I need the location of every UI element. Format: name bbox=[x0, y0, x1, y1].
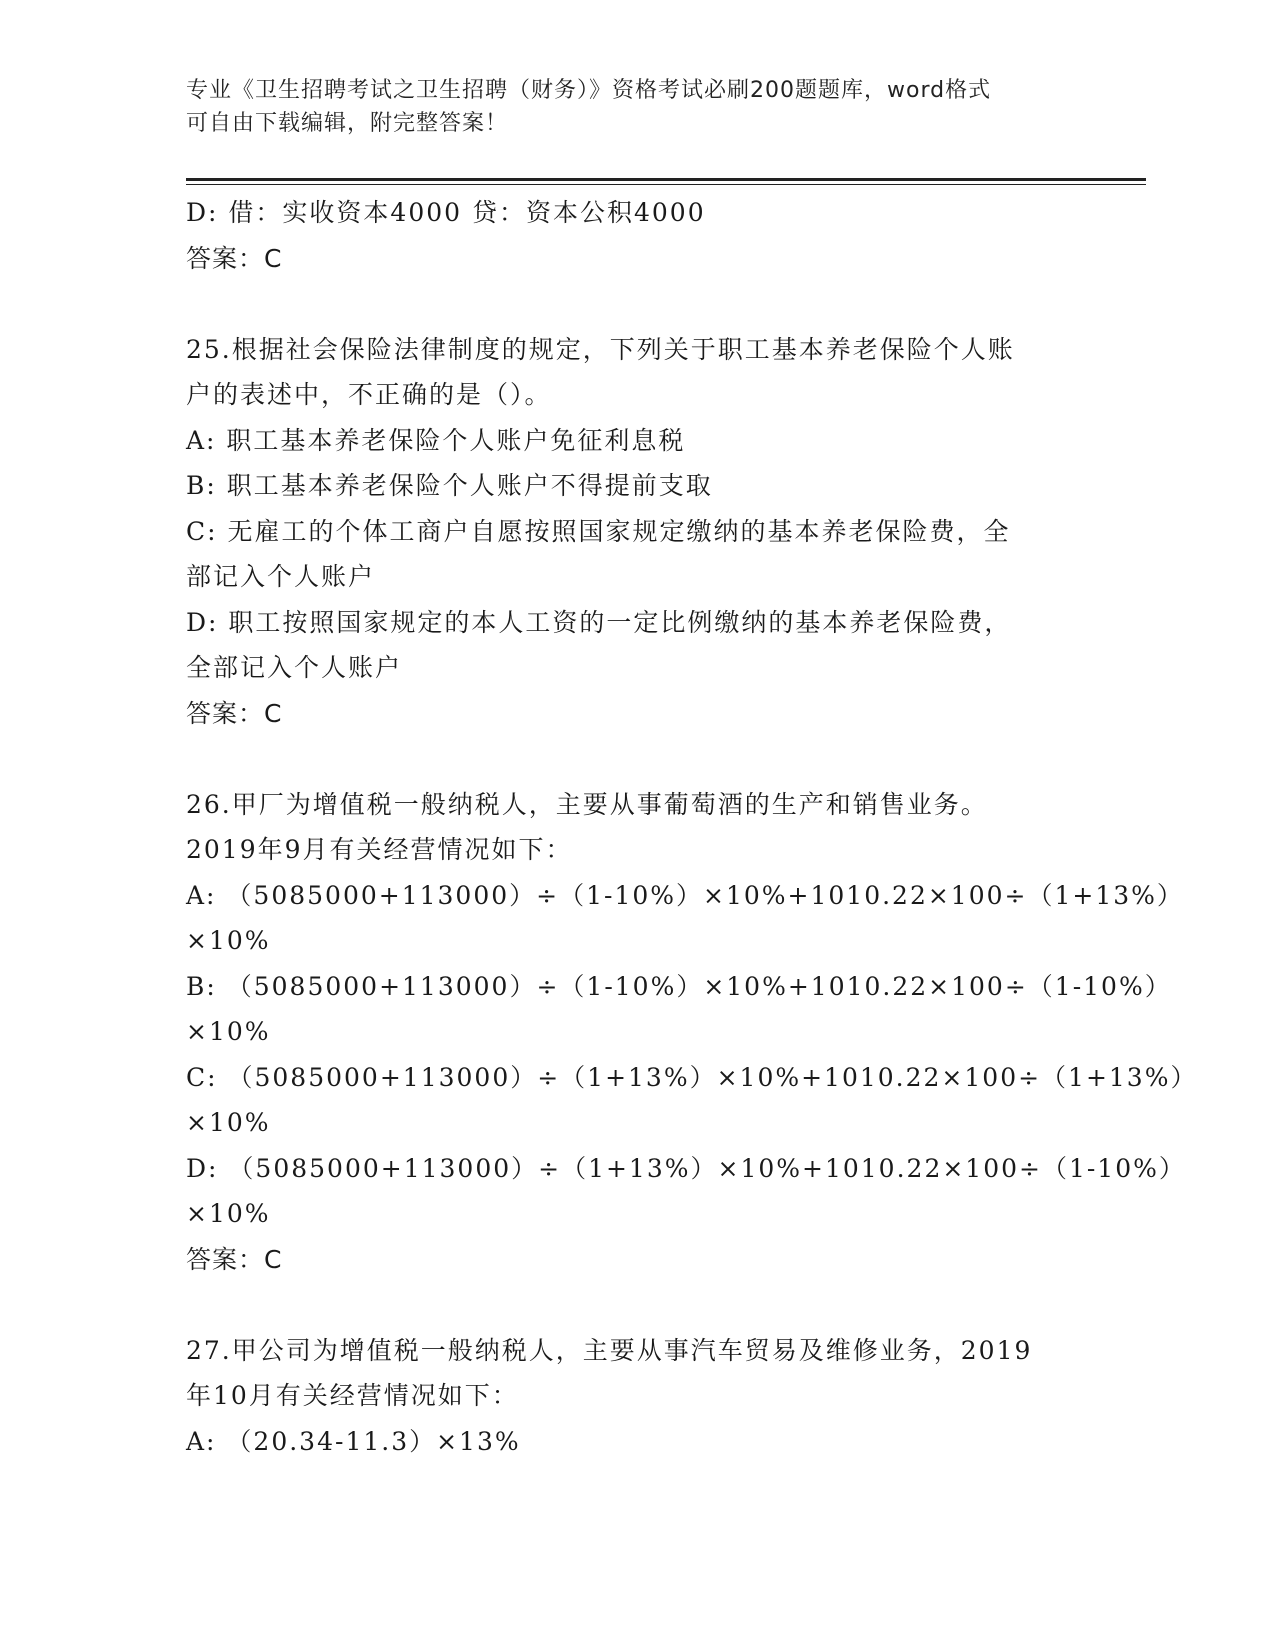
q26-option-b-line-1: B: （5085000+113000）÷（1-10%）×10%+1010.22×100÷（1-10%） bbox=[186, 971, 1172, 1001]
q27-stem-line-2: 年10月有关经营情况如下： bbox=[186, 1381, 519, 1410]
q24-answer: 答案：C bbox=[186, 243, 283, 273]
q27-option-a: A: （20.34-11.3）×13% bbox=[186, 1426, 521, 1456]
q26-option-d-line-1: D: （5085000+113000）÷（1+13%）×10%+1010.22×100÷（1-10%） bbox=[186, 1153, 1186, 1183]
spacer bbox=[186, 736, 1086, 782]
q26-stem-line-2: 2019年9月有关经营情况如下： bbox=[186, 835, 573, 864]
q26-option-a-line-2: ×10% bbox=[186, 926, 271, 955]
q25-answer: 答案：C bbox=[186, 698, 283, 728]
header-rule-thin bbox=[186, 184, 1146, 185]
q26-answer: 答案：C bbox=[186, 1244, 283, 1274]
page-header bbox=[186, 74, 1066, 140]
q26-option-a-line-1: A: （5085000+113000）÷（1-10%）×10%+1010.22×100÷（1+13%） bbox=[186, 880, 1184, 910]
q27-stem-line-1: 27.甲公司为增值税一般纳税人，主要从事汽车贸易及维修业务，2019 bbox=[186, 1335, 1033, 1365]
q26-option-b-line-2: ×10% bbox=[186, 1017, 271, 1046]
question-content bbox=[186, 190, 1198, 1464]
q25-stem-line-1: 25.根据社会保险法律制度的规定，下列关于职工基本养老保险个人账 bbox=[186, 334, 1015, 364]
q26-option-c-line-1: C: （5085000+113000）÷（1+13%）×10%+1010.22×100÷（1+13%） bbox=[186, 1062, 1198, 1092]
q25-option-c-line-2: 部记入个人账户 bbox=[186, 562, 376, 591]
spacer bbox=[186, 281, 1086, 327]
q24-option-d: D: 借：实收资本4000 贷：资本公积4000 bbox=[186, 198, 706, 227]
header-rule-thick bbox=[186, 178, 1146, 181]
spacer bbox=[186, 1282, 1086, 1328]
q26-option-c-line-2: ×10% bbox=[186, 1108, 271, 1137]
q25-option-c-line-1: C: 无雇工的个体工商户自愿按照国家规定缴纳的基本养老保险费，全 bbox=[186, 516, 1011, 546]
header-line-1: 专业《卫生招聘考试之卫生招聘（财务）》资格考试必刷200题题库，word格式 bbox=[186, 78, 992, 103]
header-line-2: 可自由下载编辑，附完整答案！ bbox=[186, 111, 509, 136]
q25-option-d-line-1: D: 职工按照国家规定的本人工资的一定比例缴纳的基本养老保险费， bbox=[186, 607, 1012, 637]
q25-stem-line-2: 户的表述中，不正确的是（）。 bbox=[186, 380, 552, 409]
q26-option-d-line-2: ×10% bbox=[186, 1199, 271, 1228]
q26-stem-line-1: 26.甲厂为增值税一般纳税人，主要从事葡萄酒的生产和销售业务。 bbox=[186, 789, 988, 819]
q25-option-a: A: 职工基本养老保险个人账户免征利息税 bbox=[186, 425, 686, 455]
q25-option-b: B: 职工基本养老保险个人账户不得提前支取 bbox=[186, 471, 713, 500]
q25-option-d-line-2: 全部记入个人账户 bbox=[186, 653, 403, 682]
